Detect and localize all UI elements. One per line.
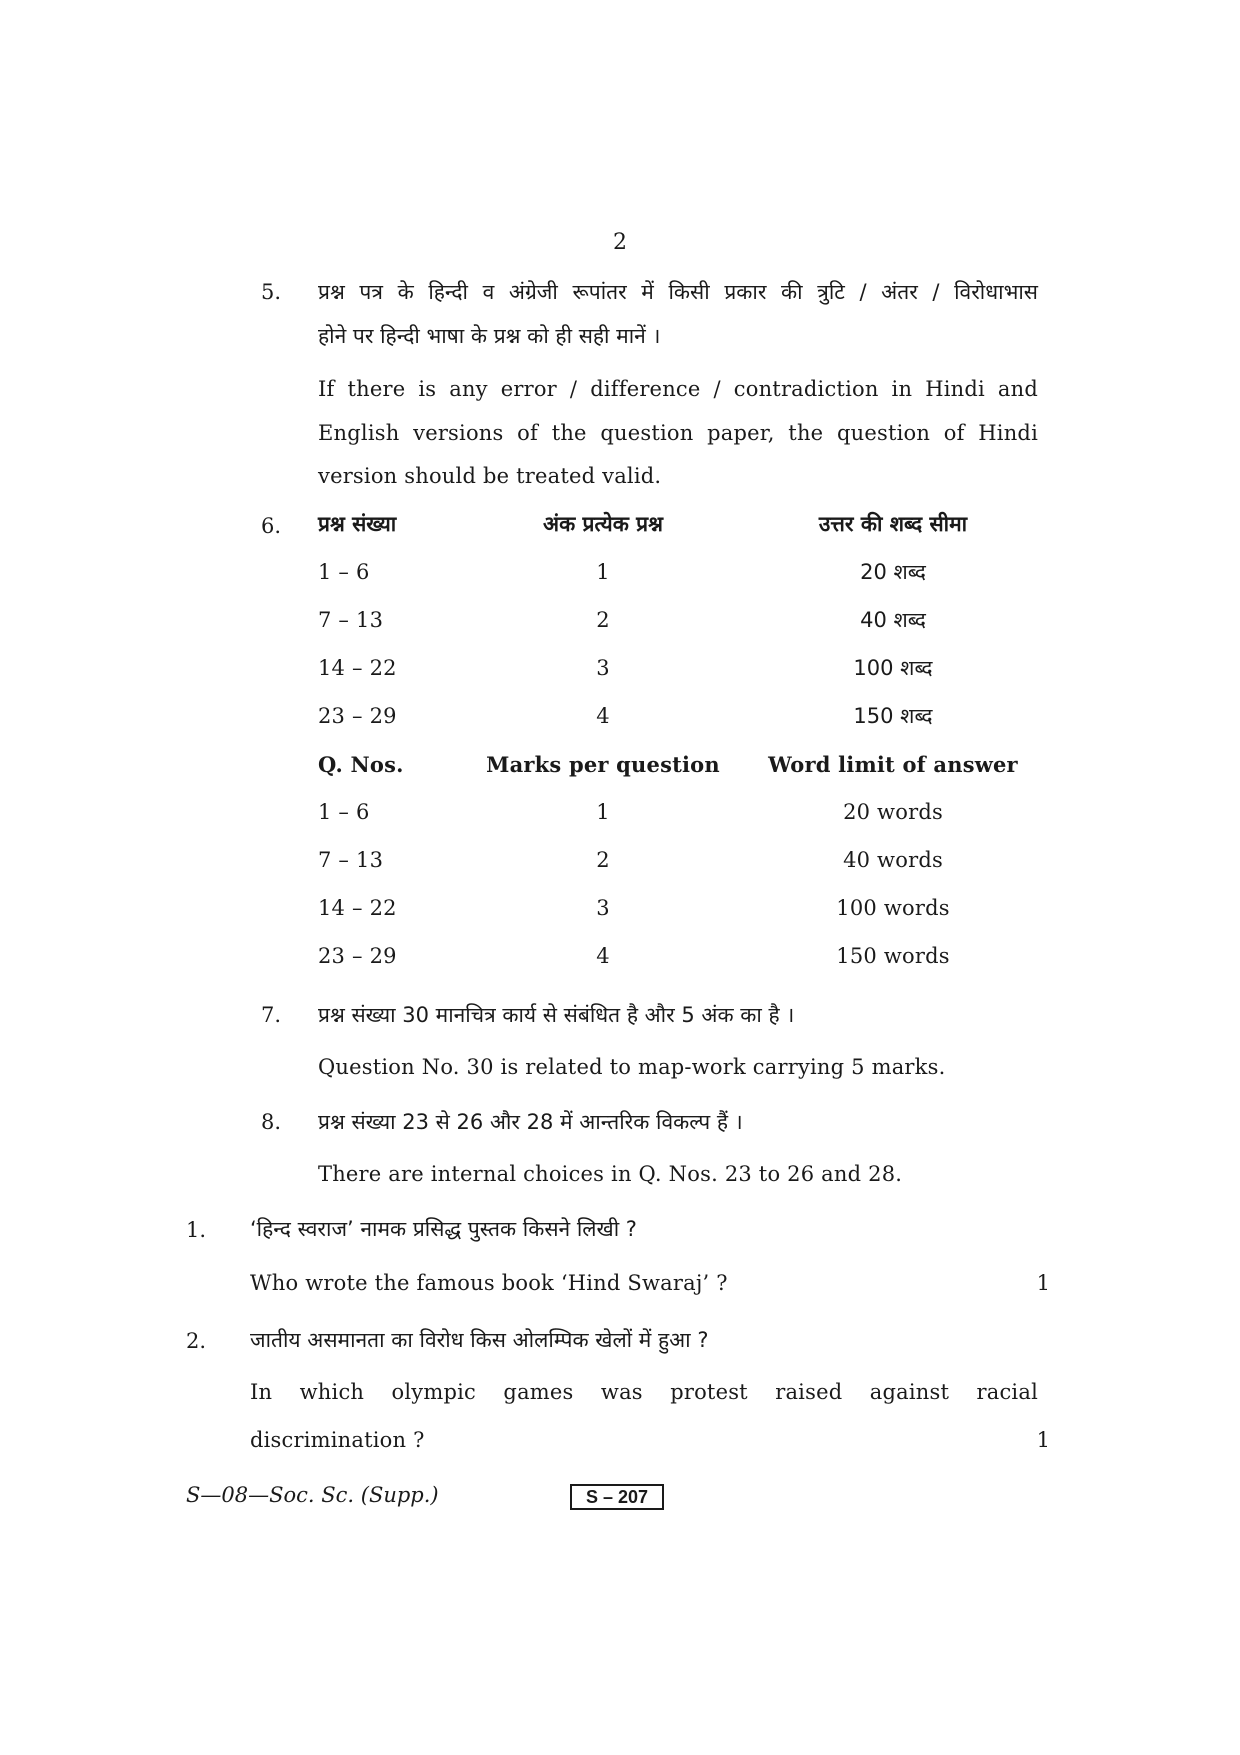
instruction-5-hindi-line1: प्रश्न पत्र के हिन्दी व अंग्रेजी रूपांतर में किसी प्रकार की त्रुटि / अंतर / विरोधाभास — [318, 280, 1038, 304]
question-2-marks: 1 — [1036, 1428, 1050, 1452]
table-header-cell: Q. Nos. — [318, 751, 404, 777]
table-row — [318, 788, 1038, 836]
question-1-number: 1. — [186, 1218, 207, 1242]
table-cell: 150 words — [836, 944, 950, 968]
table-row — [318, 884, 1038, 932]
table-cell: 1 – 6 — [318, 800, 370, 824]
instruction-6-number: 6. — [261, 514, 282, 538]
table-row — [318, 932, 1038, 980]
table-cell: 7 – 13 — [318, 608, 384, 632]
footer-page-code-box: S – 207 — [570, 1484, 664, 1510]
table-cell: 4 — [596, 704, 610, 728]
footer-paper-code: S—08—Soc. Sc. (Supp.) — [186, 1483, 439, 1507]
question-2-hindi: जातीय असमानता का विरोध किस ओलम्पिक खेलों में हुआ ? — [250, 1328, 709, 1352]
instruction-5-number: 5. — [261, 280, 282, 304]
instruction-7-number: 7. — [261, 1003, 282, 1027]
table-cell: 100 शब्द — [853, 656, 933, 680]
table-cell: 100 words — [836, 896, 950, 920]
instruction-8-number: 8. — [261, 1110, 282, 1134]
question-2-english-line2: discrimination ? — [250, 1428, 425, 1452]
page-number: 2 — [613, 230, 627, 255]
table-header-cell: Word limit of answer — [768, 751, 1018, 777]
table-cell: 40 words — [843, 848, 943, 872]
table-cell: 14 – 22 — [318, 896, 397, 920]
table-header-row — [318, 500, 1038, 548]
instruction-8-english: There are internal choices in Q. Nos. 23 to 26 and 28. — [318, 1162, 903, 1186]
table-cell: 1 — [596, 560, 610, 584]
table-cell: 3 — [596, 896, 610, 920]
table-cell: 2 — [596, 608, 610, 632]
instruction-5-hindi-line2: होने पर हिन्दी भाषा के प्रश्न को ही सही मानें । — [318, 324, 661, 348]
table-cell: 23 – 29 — [318, 704, 397, 728]
table-header-row — [318, 740, 1038, 788]
instruction-5-english-line2: English versions of the question paper, the question of Hindi — [318, 421, 1038, 445]
table-cell: 23 – 29 — [318, 944, 397, 968]
table-header-cell: Marks per question — [486, 751, 720, 777]
table-cell: 20 शब्द — [860, 560, 926, 584]
table-cell: 1 – 6 — [318, 560, 370, 584]
table-header-cell: उत्तर की शब्द सीमा — [818, 512, 968, 536]
table-cell: 7 – 13 — [318, 848, 384, 872]
table-row — [318, 692, 1038, 740]
question-1-marks: 1 — [1036, 1271, 1050, 1295]
table-row — [318, 836, 1038, 884]
instruction-7-english: Question No. 30 is related to map-work carrying 5 marks. — [318, 1055, 946, 1079]
question-2-number: 2. — [186, 1329, 207, 1353]
table-cell: 2 — [596, 848, 610, 872]
table-cell: 4 — [596, 944, 610, 968]
table-cell: 1 — [596, 800, 610, 824]
instruction-8-hindi: प्रश्न संख्या 23 से 26 और 28 में आन्तरिक विकल्प हैं । — [318, 1110, 743, 1134]
table-header-cell: प्रश्न संख्या — [318, 512, 397, 536]
table-row — [318, 548, 1038, 596]
question-2-english-line1: In which olympic games was protest raised against racial — [250, 1380, 1038, 1404]
table-header-cell: अंक प्रत्येक प्रश्न — [543, 512, 663, 536]
table-row — [318, 596, 1038, 644]
instruction-5-english-line3: version should be treated valid. — [318, 464, 662, 488]
table-cell: 150 शब्द — [853, 704, 933, 728]
table-row — [318, 644, 1038, 692]
table-cell: 3 — [596, 656, 610, 680]
question-1-english: Who wrote the famous book ‘Hind Swaraj’ ? — [250, 1271, 728, 1295]
instruction-7-hindi: प्रश्न संख्या 30 मानचित्र कार्य से संबंधित है और 5 अंक का है । — [318, 1003, 795, 1027]
instruction-5-english-line1: If there is any error / difference / contradiction in Hindi and — [318, 377, 1038, 401]
table-cell: 40 शब्द — [860, 608, 926, 632]
table-cell: 20 words — [843, 800, 943, 824]
hindi-marks-table — [318, 500, 1038, 740]
question-1-hindi: ‘हिन्द स्वराज’ नामक प्रसिद्ध पुस्तक किसने लिखी ? — [250, 1217, 637, 1241]
table-cell: 14 – 22 — [318, 656, 397, 680]
english-marks-table — [318, 740, 1038, 980]
